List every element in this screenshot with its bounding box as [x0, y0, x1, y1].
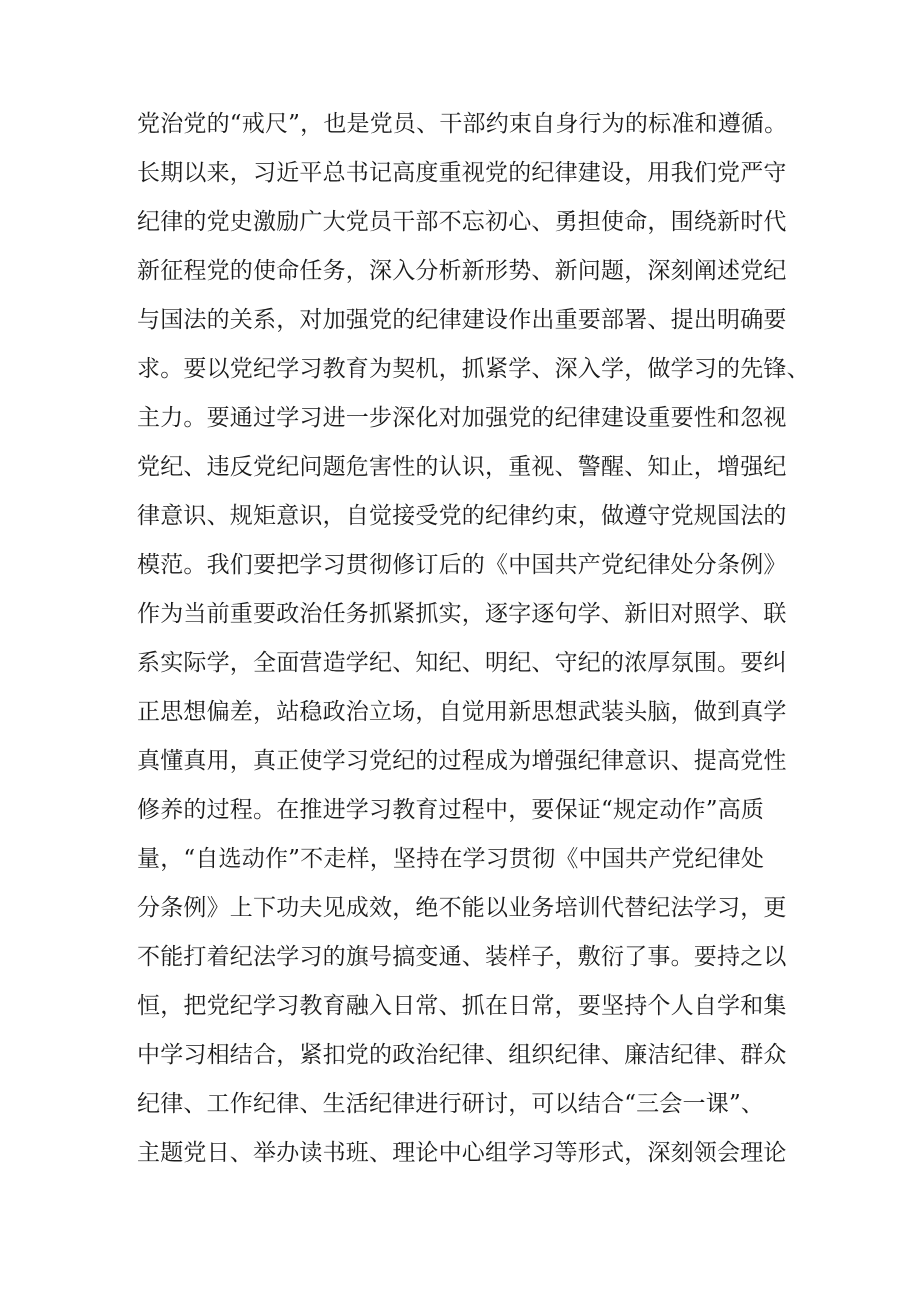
text-line: 长期以来，习近平总书记高度重视党的纪律建设，用我们党严守: [137, 160, 787, 186]
text-line: 党纪、违反党纪问题危害性的认识，重视、警醒、知止，增强纪: [137, 454, 787, 480]
text-line: 修养的过程。在推进学习教育过程中，要保证“规定动作”高质: [137, 797, 765, 823]
text-line: 作为当前重要政治任务抓紧抓实，逐字逐句学、新旧对照学、联: [137, 601, 787, 627]
text-line: 与国法的关系，对加强党的纪律建设作出重要部署、提出明确要: [137, 307, 787, 333]
text-line: 新征程党的使命任务，深入分析新形势、新问题，深刻阐述党纪: [137, 258, 787, 284]
text-line: 模范。我们要把学习贯彻修订后的《中国共产党纪律处分条例》: [137, 552, 787, 578]
body-text: [137, 100, 810, 1178]
text-line: 分条例》上下功夫见成效，绝不能以业务培训代替纪法学习，更: [137, 895, 787, 921]
text-line: 主题党日、举办读书班、理论中心组学习等形式，深刻领会理论: [137, 1140, 787, 1166]
text-line: 律意识、规矩意识，自觉接受党的纪律约束，做遵守党规国法的: [137, 503, 787, 529]
text-line: 中学习相结合，紧扣党的政治纪律、组织纪律、廉洁纪律、群众: [137, 1042, 787, 1068]
text-line: 量，“自选动作”不走样，坚持在学习贯彻《中国共产党纪律处: [137, 846, 765, 872]
text-line: 纪律的党史激励广大党员干部不忘初心、勇担使命，围绕新时代: [137, 209, 787, 235]
text-line: 党治党的“戒尺”，也是党员、干部约束自身行为的标准和遵循。: [137, 111, 788, 137]
text-line: 真懂真用，真正使学习党纪的过程成为增强纪律意识、提高党性: [137, 748, 787, 774]
text-line: 不能打着纪法学习的旗号搞变通、装样子，敷衍了事。要持之以: [137, 944, 787, 970]
text-line: 主力。要通过学习进一步深化对加强党的纪律建设重要性和忽视: [137, 405, 787, 431]
text-line: 求。要以党纪学习教育为契机，抓紧学、深入学，做学习的先锋、: [137, 356, 810, 382]
text-line: 正思想偏差，站稳政治立场，自觉用新思想武装头脑，做到真学: [137, 699, 787, 725]
text-line: 系实际学，全面营造学纪、知纪、明纪、守纪的浓厚氛围。要纠: [137, 650, 787, 676]
text-line: 恒，把党纪学习教育融入日常、抓在日常，要坚持个人自学和集: [137, 993, 787, 1019]
text-line: 纪律、工作纪律、生活纪律进行研讨，可以结合“三会一课”、: [137, 1091, 765, 1117]
